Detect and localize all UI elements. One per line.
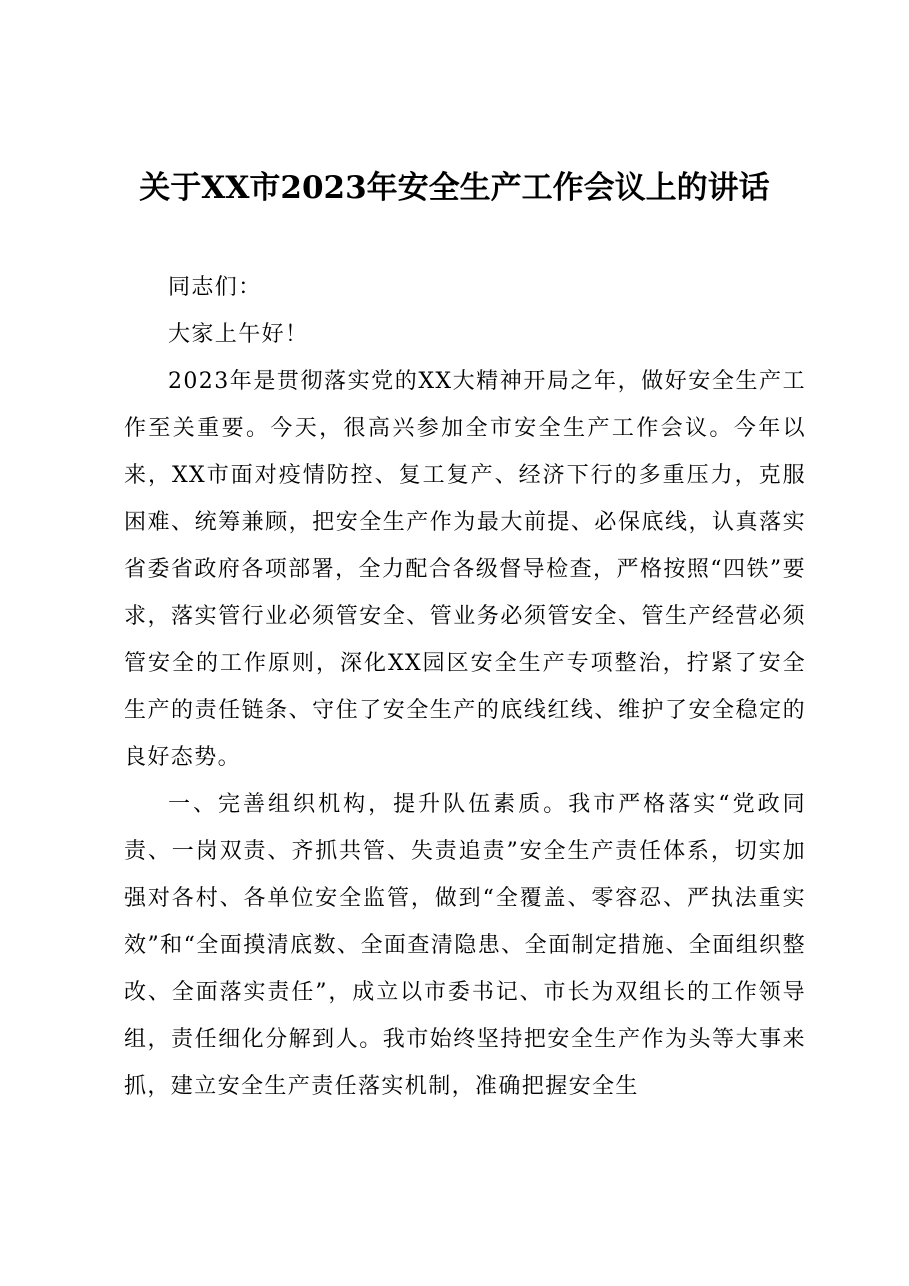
greeting-paragraph: 大家上午好！	[168, 322, 309, 347]
salutation-paragraph: 同志们：	[168, 275, 262, 300]
document-title: 关于XX市2023年安全生产工作会议上的讲话	[139, 170, 770, 206]
document-body	[124, 264, 806, 1110]
section-one-paragraph: 一、完善组织机构，提升队伍素质。我市严格落实“党政同责、一岗双责、齐抓共管、失责追责”安全生产责任体系，切实加强对各村、各单位安全监管，做到“全覆盖、零容忍、严执法重实效”和“全面摸清底数、全面查清隐患、全面制定措施、全面组织整改、全面落实责任”，成立以市委书记、市长为双组长的工作领导组，责任细化分解到人。我市始终坚持把安全生产作为头等大事来抓，建立安全生产责任落实机制，准确把握安全生	[124, 792, 806, 1099]
intro-paragraph: 2023年是贯彻落实党的XX大精神开局之年，做好安全生产工作至关重要。今天，很高兴参加全市安全生产工作会议。今年以来，XX市面对疫情防控、复工复产、经济下行的多重压力，克服困难、统筹兼顾，把安全生产作为最大前提、必保底线，认真落实省委省政府各项部署，全力配合各级督导检查，严格按照“四铁”要求，落实管行业必须管安全、管业务必须管安全、管生产经营必须管安全的工作原则，深化XX园区安全生产专项整治，拧紧了安全生产的责任链条、守住了安全生产的底线红线、维护了安全稳定的良好态势。	[124, 369, 806, 770]
